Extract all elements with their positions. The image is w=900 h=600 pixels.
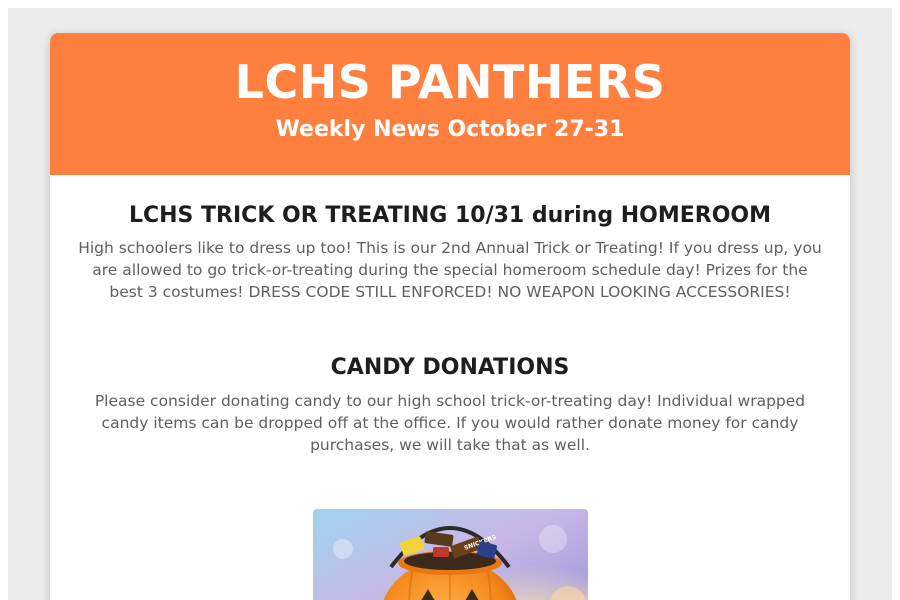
candy-donations-body: Please consider donating candy to our high school trick-or-treating day! Individual wrapped candy items can be dropped off at the office. If you would rather donate money for candy purchases, we will take that as well. — [94, 391, 806, 454]
pumpkin-candy-image — [313, 509, 588, 600]
candy-donations-section — [50, 303, 850, 455]
trick-or-treating-heading: LCHS TRICK OR TREATING 10/31 during HOMEROOM — [128, 203, 772, 228]
newsletter-subtitle: Weekly News October 27-31 — [275, 117, 625, 142]
newsletter-title: LCHS PANTHERS — [234, 55, 666, 109]
newsletter-header — [50, 33, 850, 175]
trick-or-treating-section — [50, 175, 850, 303]
newsletter-card — [50, 33, 850, 600]
trick-or-treating-body: High schoolers like to dress up too! This is our 2nd Annual Trick or Treating! If you dress up, you are allowed to go trick-or-treating during the special homeroom schedule day! Prizes for the best 3 costumes! DRESS CODE STILL ENFORCED! NO WEAPON LOOKING ACCESSORIES! — [78, 239, 822, 302]
page-viewport — [8, 8, 892, 600]
candy-donations-heading: CANDY DONATIONS — [330, 355, 570, 381]
